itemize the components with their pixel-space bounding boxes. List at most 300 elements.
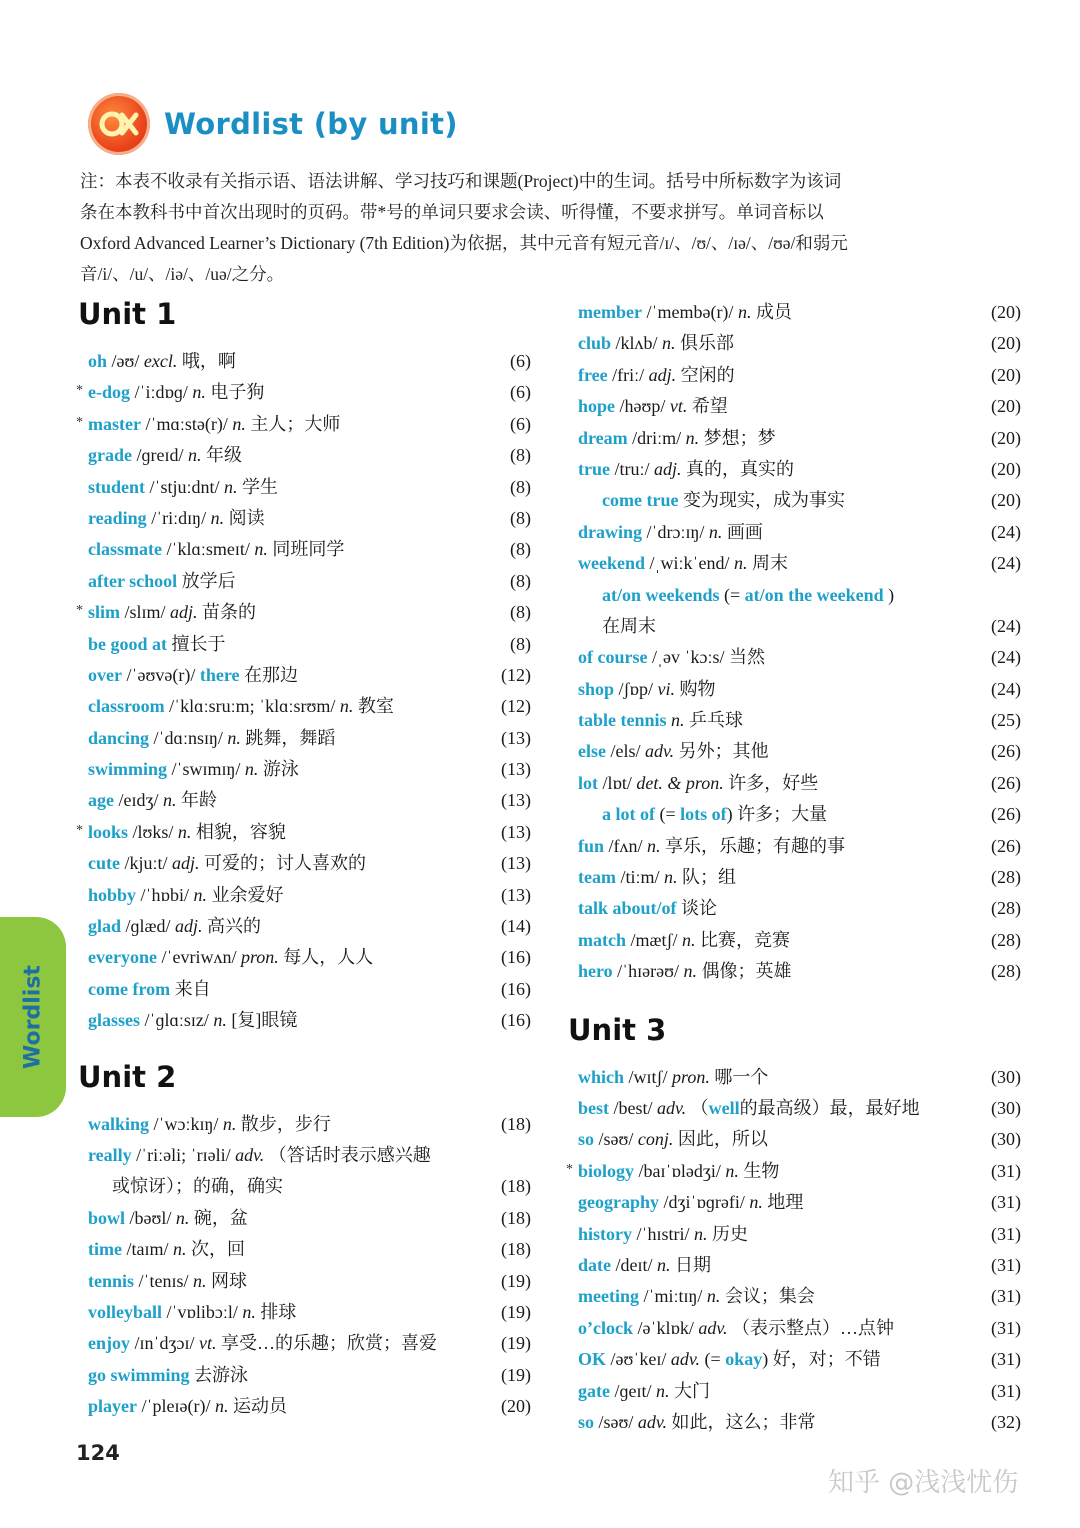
list-item (568, 1219, 1023, 1250)
star-mark: * (76, 383, 83, 399)
entry-word: fun (578, 835, 605, 856)
list-item (568, 1156, 1023, 1187)
entry-definition: 周末 (747, 553, 788, 574)
entry-phonetic: /ˈevriwʌn/ (156, 947, 241, 968)
entry-text (88, 566, 236, 597)
entry-pos: pron. (672, 1066, 710, 1087)
entry-pos: n. (162, 790, 177, 811)
list-item (78, 1109, 533, 1140)
entry-text (88, 942, 373, 973)
entry-word: hero (578, 961, 613, 982)
entry-word: of course (578, 647, 648, 668)
entry-text (578, 1344, 881, 1375)
entry-definition: （表示整点）…点钟 (727, 1317, 895, 1338)
page-ref: (31) (991, 1286, 1021, 1307)
entry-word: over (88, 664, 122, 685)
entry-word: swimming (88, 759, 168, 780)
entry-definition: 苗条的 (197, 602, 257, 623)
entry-phonetic: /klʌb/ (611, 333, 663, 354)
list-item (78, 346, 533, 377)
entry-definition: 同班同学 (267, 539, 345, 560)
list-item (568, 297, 1023, 328)
entry-phonetic: 来自 (170, 978, 211, 999)
entry-definition: 碗，盆 (189, 1207, 248, 1228)
list-item (78, 942, 533, 973)
entry-text (578, 1219, 748, 1250)
list-item (568, 1344, 1023, 1375)
entry-pos: n. (232, 413, 246, 434)
list-item (568, 1407, 1023, 1438)
list-item (78, 1266, 533, 1297)
entry-phonetic: /els/ (605, 741, 645, 762)
watermark: 知乎 @浅浅忧伤 (828, 1468, 1019, 1498)
list-item (568, 485, 1023, 516)
side-tab-label: Wordlist (20, 965, 46, 1069)
list-item (78, 629, 533, 660)
page-ref: (16) (501, 1010, 531, 1031)
entry-text (578, 862, 736, 893)
entry-text (88, 691, 394, 722)
entry-word: come from (88, 978, 171, 999)
entry-pos: n. (242, 1301, 256, 1322)
entry-word: enjoy (88, 1333, 130, 1354)
list-item (78, 409, 533, 440)
entry-word: glad (88, 916, 122, 937)
entry-phonetic: /ˈdɑːnsɪŋ/ (149, 727, 228, 748)
entry-word: student (88, 476, 146, 497)
right-column (568, 297, 1023, 1438)
entry-phonetic: /ɡeɪt/ (609, 1380, 656, 1401)
entry-phonetic: /truː/ (609, 458, 654, 479)
entry-pos: n. (685, 427, 700, 448)
entry-text (578, 1250, 711, 1281)
list-item (78, 472, 533, 503)
page-ref: (24) (991, 647, 1021, 668)
list-item (78, 566, 533, 597)
page-ref: (13) (501, 790, 531, 811)
entry-word: everyone (88, 947, 157, 968)
page-ref: (18) (501, 1207, 531, 1228)
entry-word: be good at (88, 633, 168, 654)
entry-word: e-dog (88, 382, 130, 403)
entry-pos: excl. (143, 351, 178, 371)
entry-word: slim (88, 602, 121, 623)
entry-pos: n. (655, 1380, 670, 1401)
page-ref: (13) (501, 853, 531, 874)
page-ref: (30) (991, 1129, 1021, 1150)
entry-text (88, 1328, 437, 1359)
entry-phonetic: /ɡreɪd/ (132, 445, 188, 466)
star-mark: * (76, 822, 83, 838)
entry-text (88, 1005, 297, 1036)
entry-phonetic: /tiːm/ (615, 867, 664, 888)
entry-word: reading (88, 507, 147, 528)
list-item (78, 1328, 533, 1359)
list-item (568, 454, 1023, 485)
entry-pos: n. (244, 759, 259, 780)
list-item (568, 1093, 1023, 1124)
entry-word: volleyball (88, 1301, 163, 1322)
entry-definition: 年级 (201, 445, 242, 466)
list-item (568, 925, 1023, 956)
entry-pos: n. (339, 696, 354, 717)
entry-word: master (88, 413, 141, 434)
page-ref: (31) (991, 1380, 1021, 1401)
page-ref: (25) (991, 710, 1021, 731)
entry-word: classroom (88, 696, 165, 717)
page-ref: (28) (991, 929, 1021, 950)
entry-definition: 享乐，乐趣；有趣的事 (660, 835, 846, 856)
entry-pos: n. (222, 1113, 237, 1134)
entry-definition: 日期 (670, 1254, 711, 1275)
note-paragraph (80, 166, 1020, 290)
entry-phonetic: /mætʃ/ (626, 929, 683, 950)
unit-heading: Unit 1 (78, 297, 177, 331)
page-ref: (13) (501, 759, 531, 780)
entry-definition: 散步，步行 (236, 1113, 331, 1134)
entry-phonetic: /ˈklɑːsmeɪt/ (161, 539, 255, 560)
entry-word: player (88, 1396, 137, 1417)
star-mark: * (566, 1161, 573, 1177)
entry-text (578, 768, 818, 799)
entry-pos: n. (227, 727, 241, 748)
entry-definition: 会议；集会 (720, 1286, 815, 1307)
entry-phonetic: /slɪm/ (120, 602, 171, 623)
entry-text (88, 377, 264, 408)
page-ref: (20) (991, 427, 1021, 448)
list-item (78, 974, 533, 1005)
page-ref: (14) (501, 916, 531, 937)
entry-text (88, 1297, 296, 1328)
page-ref: (30) (991, 1066, 1021, 1087)
entry-word: dream (578, 427, 628, 448)
entry-word: cute (88, 853, 120, 874)
entry-text (578, 360, 735, 391)
list-item (78, 660, 533, 691)
list-item (78, 880, 533, 911)
entry-definition: [复]眼镜 (226, 1010, 298, 1031)
entry-pos: adv. (637, 1411, 668, 1432)
page-ref: (20) (991, 302, 1021, 322)
entry-pos: adj. (653, 458, 682, 479)
page-ref: (24) (991, 678, 1021, 699)
entry-definition: 许多，好些 (723, 772, 819, 793)
list-item (568, 705, 1023, 736)
entry-word: club (578, 333, 612, 354)
entry-word: dancing (88, 727, 150, 748)
note-line: 条在本教科书中首次出现时的页码。带*号的单词只要求会读、听得懂，不要求拼写。单词音标以 (80, 202, 824, 222)
entry-pos: n. (671, 710, 685, 731)
entry-word: date (578, 1254, 611, 1275)
page-ref: (8) (510, 539, 531, 560)
entry-definition: 生物 (738, 1160, 780, 1181)
entry-word: really (88, 1144, 132, 1165)
entry-text (88, 723, 335, 754)
entry-pos: adv. (235, 1144, 265, 1165)
entry-text (578, 297, 792, 328)
entry-phonetic: /kjuːt/ (119, 853, 172, 874)
entry-text (88, 660, 298, 691)
page-ref: (26) (991, 835, 1021, 856)
unit1-list (78, 346, 533, 1037)
page-ref: (30) (991, 1097, 1021, 1118)
list-item (568, 1376, 1023, 1407)
page-ref: (32) (991, 1411, 1021, 1432)
entry-pos: n. (662, 333, 676, 354)
page-ref: (26) (991, 772, 1021, 793)
page-title: Wordlist (by unit) (164, 107, 458, 141)
entry-text (88, 503, 265, 534)
entry-word: okay (725, 1349, 763, 1370)
entry-pos: n. (213, 1010, 227, 1031)
note-line: 注：本表不收录有关指示语、语法讲解、学习技巧和课题(Project)中的生词。括号中所标数字为该词 (80, 171, 842, 191)
entry-phonetic: /lʊks/ (128, 821, 178, 842)
entry-phonetic: /əʊ/ (107, 351, 144, 371)
entry-definition: 享受…的乐趣；欣赏；喜爱 (216, 1333, 437, 1354)
entry-text (578, 674, 715, 705)
entry-definition: ) (883, 584, 895, 605)
entry-phonetic: 变为现实，成为事实 (678, 490, 845, 511)
entry-text (578, 1093, 920, 1124)
entry-pos: n. (708, 521, 723, 542)
entry-definition: 运动员 (228, 1396, 287, 1417)
entry-word: grade (88, 445, 132, 466)
entry-pos: adj. (170, 602, 198, 623)
entry-definition: 历史 (707, 1223, 748, 1244)
entry-text (578, 423, 776, 454)
list-item (78, 534, 533, 565)
entry-pos: adv. (657, 1097, 687, 1118)
page-ref: (18) (501, 1239, 531, 1260)
list-item (78, 1360, 533, 1391)
entry-definition: 希望 (687, 396, 728, 417)
list-item (568, 611, 1023, 642)
entry-word: go swimming (88, 1364, 190, 1385)
entry-definition: 电子狗 (205, 382, 265, 403)
entry-word: glasses (88, 1010, 141, 1031)
entry-pos: vt. (198, 1333, 217, 1354)
list-item (78, 1203, 533, 1234)
entry-phonetic: /ˈhɪstri/ (632, 1223, 694, 1244)
entry-phonetic: /ˈɡlɑːsɪz/ (140, 1010, 214, 1031)
entry-text (578, 642, 765, 673)
entry-word: o’clock (578, 1317, 633, 1338)
page-ref: (31) (991, 1160, 1021, 1181)
entry-text (88, 440, 242, 471)
entry-definition: 偶像；英雄 (697, 961, 792, 982)
entry-phonetic: /ˈəʊvə(r)/ (121, 664, 200, 685)
entry-word: walking (88, 1113, 150, 1134)
entry-phonetic: /ˈmembə(r)/ (641, 302, 738, 322)
page-ref: (31) (991, 1349, 1021, 1370)
entry-definition: 学生 (237, 476, 279, 497)
entry-phonetic: /best/ (609, 1097, 657, 1118)
entry-word: at/on the weekend (744, 584, 884, 605)
entry-definition: 教室 (353, 696, 394, 717)
entry-phonetic: /lɒt/ (598, 772, 637, 793)
entry-definition: 比赛，竞赛 (695, 929, 791, 950)
entry-pos: adj. (172, 853, 200, 874)
entry-definition: 年龄 (176, 790, 217, 811)
entry-text (602, 485, 845, 516)
side-tab (0, 917, 66, 1117)
entry-text (578, 956, 792, 987)
page-ref: (24) (991, 553, 1021, 574)
entry-word: lots of (680, 804, 727, 825)
entry-phonetic: /ˈswɪmɪŋ/ (167, 759, 245, 780)
entry-text (578, 1407, 816, 1438)
entry-text (578, 893, 717, 924)
note-line: 音/i/、/u/、/iə/、/uə/之分。 (80, 264, 285, 284)
entry-definition: 梦想；梦 (699, 427, 776, 448)
entry-text (578, 328, 734, 359)
page-ref: (12) (501, 664, 531, 685)
entry-phonetic: /ˈdrɔːɪŋ/ (642, 521, 709, 542)
ox-logo-icon (88, 93, 150, 155)
unit2-list-continued (568, 297, 1023, 988)
list-item (78, 754, 533, 785)
entry-text (578, 1124, 768, 1155)
entry-pos: n. (647, 835, 661, 856)
entry-definition: 购物 (674, 678, 716, 699)
entry-phonetic: /əʊˈkeɪ/ (606, 1349, 671, 1370)
entry-pos: n. (224, 476, 238, 497)
entry-text (578, 454, 794, 485)
entry-phonetic: /ˈtenɪs/ (134, 1270, 194, 1291)
entry-phonetic: (= (655, 804, 681, 825)
page-ref: (20) (991, 396, 1021, 417)
page-ref: (31) (991, 1223, 1021, 1244)
page-ref: (20) (991, 333, 1021, 354)
entry-text (88, 597, 256, 628)
entry-definition: 大门 (669, 1380, 710, 1401)
entry-text (578, 1313, 894, 1344)
header (88, 88, 458, 160)
list-item (78, 503, 533, 534)
star-mark: * (76, 414, 83, 430)
page-ref: (26) (991, 804, 1021, 825)
entry-word: so (578, 1129, 595, 1150)
entry-definition: 游泳 (258, 759, 299, 780)
entry-definition: 主人；大师 (245, 413, 341, 434)
list-item (568, 831, 1023, 862)
list-item (78, 1234, 533, 1265)
list-item (568, 736, 1023, 767)
entry-text (578, 736, 769, 767)
list-item (78, 691, 533, 722)
entry-pos: n. (188, 445, 202, 466)
entry-pos: n. (214, 1396, 229, 1417)
page-ref: (18) (501, 1113, 531, 1134)
entry-pos: adv. (698, 1317, 728, 1338)
page-ref: (20) (991, 490, 1021, 511)
entry-definition: 画画 (722, 521, 763, 542)
page-ref: (24) (991, 615, 1021, 636)
list-item (78, 817, 533, 848)
list-item (568, 548, 1023, 579)
entry-definition: 或惊讶）；的确，确实 (112, 1176, 283, 1197)
entry-definition: 如此，这么；非常 (667, 1411, 816, 1432)
unit-heading: Unit 2 (78, 1059, 177, 1094)
entry-definition: 排球 (255, 1301, 297, 1322)
entry-text (578, 391, 728, 422)
list-item (78, 1171, 533, 1202)
entry-definition: 业余爱好 (206, 884, 284, 905)
list-item (78, 1297, 533, 1328)
list-item (568, 1250, 1023, 1281)
entry-word: looks (88, 821, 129, 842)
list-item (568, 674, 1023, 705)
entry-pos: adv. (670, 1349, 701, 1370)
list-item (568, 1313, 1023, 1344)
entry-pos: n. (192, 382, 206, 403)
entry-word: history (578, 1223, 632, 1244)
entry-definition: 俱乐部 (675, 333, 735, 354)
entry-word: weekend (578, 553, 645, 574)
entry-text (578, 1376, 710, 1407)
list-item (78, 597, 533, 628)
page-ref: (8) (510, 633, 531, 654)
page-ref: (8) (510, 570, 531, 591)
entry-word: else (578, 741, 606, 762)
entry-pos: det. & pron. (636, 772, 724, 793)
entry-definition: 哪一个 (709, 1066, 769, 1087)
entry-pos: n. (682, 929, 696, 950)
entry-phonetic: /ˌwiːkˈend/ (645, 553, 734, 574)
entry-text (578, 1156, 779, 1187)
entry-word: classmate (88, 539, 162, 560)
entry-phonetic: /ˈvɒlibɔːl/ (162, 1301, 243, 1322)
page-ref: (26) (991, 741, 1021, 762)
page-ref: (31) (991, 1192, 1021, 1213)
page-ref: (8) (510, 602, 531, 623)
entry-word: meeting (578, 1286, 639, 1307)
entry-text (88, 974, 211, 1005)
entry-word: time (88, 1239, 122, 1260)
list-item (568, 517, 1023, 548)
entry-word: which (578, 1066, 625, 1087)
entry-definition: 空闲的 (676, 364, 735, 385)
entry-text (578, 705, 743, 736)
list-item (568, 1124, 1023, 1155)
list-item (78, 1140, 533, 1171)
entry-phonetic: /səʊ/ (594, 1129, 638, 1150)
entry-word: bowl (88, 1207, 126, 1228)
entry-phonetic: /baɪˈɒlədʒi/ (634, 1160, 726, 1181)
page-ref: (28) (991, 961, 1021, 982)
entry-pos: n. (193, 1270, 207, 1291)
entry-pos: n. (175, 1207, 190, 1228)
entry-definition: ) 许多；大量 (726, 804, 828, 825)
list-item (78, 440, 533, 471)
entry-word: hope (578, 396, 616, 417)
page-ref: (13) (501, 727, 531, 748)
entry-definition: 网球 (206, 1270, 248, 1291)
entry-pos: vt. (669, 396, 688, 417)
entry-text (88, 1234, 245, 1265)
entry-word: oh (88, 351, 108, 371)
entry-text (602, 799, 827, 830)
entry-phonetic: /taɪm/ (121, 1239, 173, 1260)
entry-phonetic: /həʊp/ (615, 396, 670, 417)
entry-definition: 队；组 (677, 867, 736, 888)
page-ref: (6) (510, 413, 531, 434)
entry-pos: n. (177, 821, 192, 842)
entry-text (112, 1171, 283, 1202)
page-ref: (31) (991, 1317, 1021, 1338)
entry-text (602, 611, 656, 642)
entry-definition: 高兴的 (202, 916, 262, 937)
